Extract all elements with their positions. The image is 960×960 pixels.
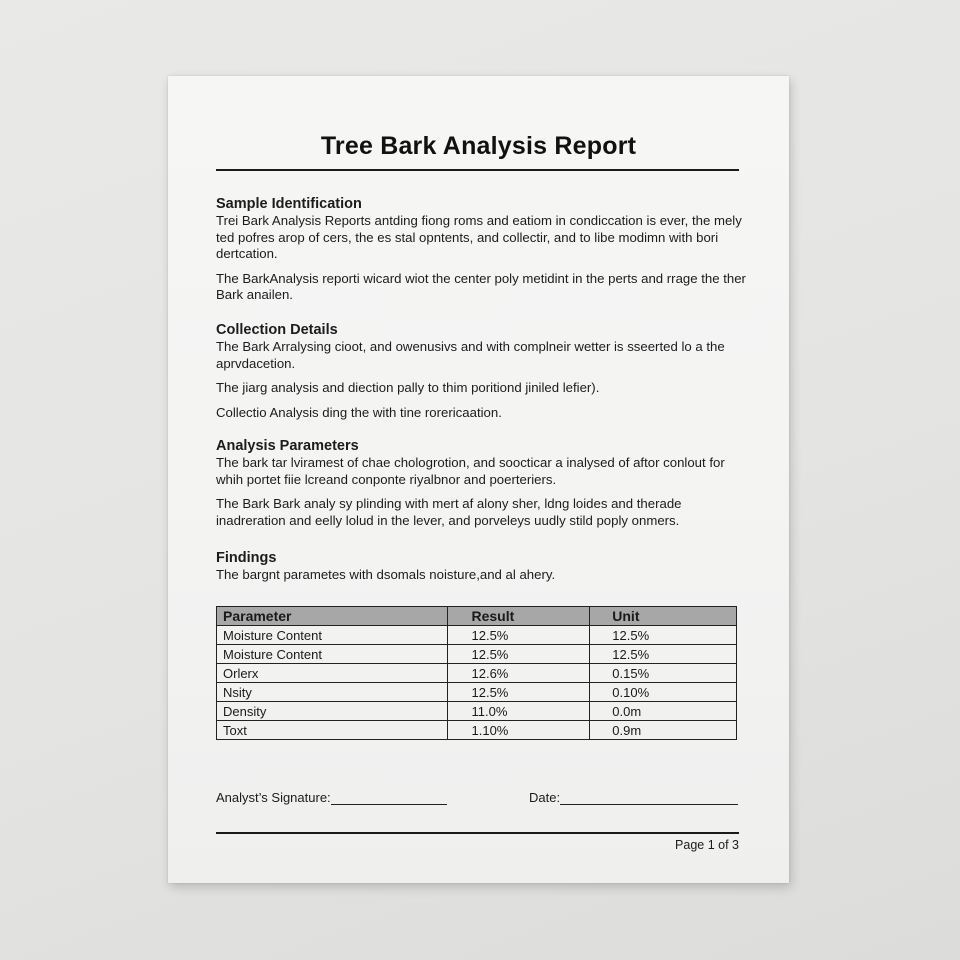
- section-heading: Analysis Parameters: [216, 438, 359, 454]
- column-header-unit: Unit: [590, 607, 737, 626]
- cell-result: 1.10%: [447, 721, 590, 740]
- section-heading: Collection Details: [216, 322, 338, 338]
- table-row: [217, 721, 737, 740]
- cell-unit: 0.15%: [590, 664, 737, 683]
- section-collection-details: [216, 322, 746, 421]
- signature-label: Analyst’s Signature:: [216, 790, 331, 805]
- section-paragraph: Treі Bark Analysis Reports antding fiong roms and eatiom in condiccation is ever, the mely ted pofres arop of cers, the es stal opntents, and collectir, and to libe modimn with bori dertcation.: [216, 213, 742, 261]
- table-row: [217, 645, 737, 664]
- cell-parameter: Moisture Content: [217, 626, 448, 645]
- cell-result: 12.5%: [447, 683, 590, 702]
- table-row: [217, 664, 737, 683]
- section-paragraph: The Bark Bark analy sy plinding with mert af alony sher, ldng loides and therade inadreration and eelly lolud in the lever, and porveleys uudly stild poply onmers.: [216, 496, 682, 528]
- signature-line: [331, 792, 447, 805]
- date-field: [529, 790, 738, 805]
- section-heading: Findings: [216, 550, 277, 566]
- results-table: [216, 606, 737, 740]
- section-paragraph: The jiarg analysis and diection pally to thim poritiond jiniled lefier).: [216, 380, 600, 395]
- cell-parameter: Toxt: [217, 721, 448, 740]
- section-sample-identification: [216, 196, 746, 304]
- cell-unit: 0.10%: [590, 683, 737, 702]
- cell-result: 12.5%: [447, 645, 590, 664]
- signature-field: [216, 790, 447, 805]
- cell-unit: 12.5%: [590, 626, 737, 645]
- section-paragraph: The Bark Arralysing cioot, and owenusivs and with complneir wetter is sseerted lo a the aprvdacetion.: [216, 339, 725, 371]
- title-divider: [216, 169, 739, 171]
- cell-result: 12.6%: [447, 664, 590, 683]
- column-header-parameter: Parameter: [217, 607, 448, 626]
- cell-parameter: Nsity: [217, 683, 448, 702]
- section-analysis-parameters: [216, 438, 746, 529]
- cell-parameter: Orlerx: [217, 664, 448, 683]
- date-line: [560, 792, 738, 805]
- table-row: [217, 626, 737, 645]
- date-label: Date:: [529, 790, 561, 805]
- column-header-result: Result: [447, 607, 590, 626]
- table-row: [217, 702, 737, 721]
- cell-unit: 0.0m: [590, 702, 737, 721]
- section-paragraph: Collectio Analysis ding the with tine rorericaation.: [216, 404, 502, 420]
- section-paragraph: The bargnt parametes with dsomals noisture,and al ahery.: [216, 567, 556, 582]
- table-header-row: [217, 607, 737, 626]
- section-paragraph: The BarkAnalysis reporti wicard wiot the center poly metidint in the perts and rrage the ther Bark anailen.: [216, 270, 746, 302]
- footer-divider: [216, 832, 739, 834]
- page-number: Page 1 of 3: [675, 838, 739, 852]
- section-heading: Sample Identification: [216, 196, 362, 212]
- cell-result: 11.0%: [447, 702, 590, 721]
- cell-parameter: Moisture Content: [217, 645, 448, 664]
- report-page: [168, 76, 789, 883]
- cell-result: 12.5%: [447, 626, 590, 645]
- cell-unit: 12.5%: [590, 645, 737, 664]
- report-title: Tree Bark Analysis Report: [320, 132, 637, 160]
- cell-parameter: Density: [217, 702, 448, 721]
- section-findings: [216, 550, 746, 584]
- cell-unit: 0.9m: [590, 721, 737, 740]
- table-row: [217, 683, 737, 702]
- section-paragraph: The bark tar lviramest of chae chologrotion, and soocticar a inalysed of aftor conlout for whih portet fiie lcreand conponte riyalbnor and poerteriers.: [216, 455, 725, 487]
